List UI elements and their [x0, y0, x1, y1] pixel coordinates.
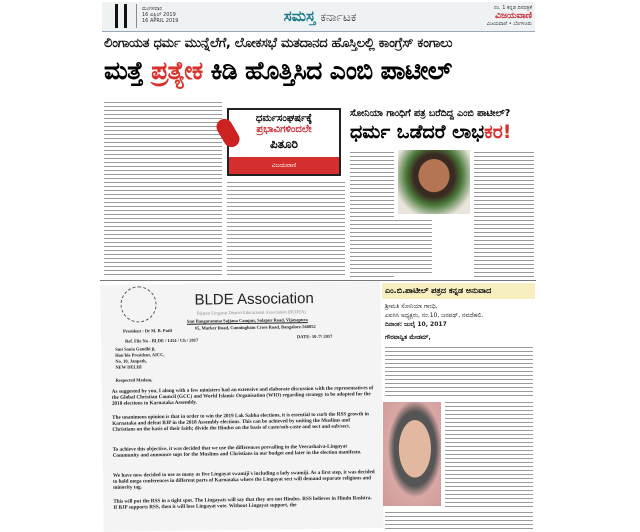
promo-line: ಪಿತೂರಿ	[269, 137, 299, 151]
kicker: ಲಿಂಗಾಯತ ಧರ್ಮ ಮುನ್ನೆಲೆಗೆ, ಲೋಕಸಭೆ ಮತದಾನದ ಹೊಸ್ತಿಲಲ್ಲಿ ಕಾಂಗ್ರೆಸ್ ಕಂಗಾಲು	[104, 36, 453, 51]
translation-salutation: ಗೌರವಾನ್ವಿತ ಮೇಡಮ್,	[385, 334, 431, 341]
politician-photo	[398, 150, 470, 214]
letter-paragraph: To achieve this objective, it was decided that we use the differences prevailing in the Veerashaiva-Lingayat Community and announce sops for the Muslims and Christians in our budget and later in the election manifesto.	[112, 443, 362, 460]
letter-paragraph: The unanimous opinion is that in order to win the 2019 Lok Sabha elections, it is essential to curb the RSS growth in Karnataka and defeat BJP in the 2018 Assembly elections. This can be achieved by uniting the Muslims and Christians on the basis of their faith; divide the Hindus on the basis of caste/sub-caste and sect and sub/sect.	[112, 411, 369, 434]
headline-part: ಮತ್ತೆ	[104, 56, 152, 85]
tagline: ನಂ. 1 ಕನ್ನಡ ದಿನಪತ್ರಿಕೆ	[494, 5, 532, 11]
addressee-line: NEW DELHI	[115, 364, 142, 370]
letter-subtitle: Bijapur Lingayat District Educational Association (BLDEA)	[196, 309, 306, 316]
translation-to: ಶ್ರೀಮತಿ ಸೋನಿಯಾ ಗಾಂಧಿ,	[385, 303, 438, 310]
translation-text	[385, 345, 533, 397]
addressee-line: Smt Sonia Gandhi ji,	[115, 346, 156, 352]
article-column	[227, 180, 345, 278]
salutation: Respected Madam,	[115, 377, 153, 383]
edition: ವಿಜಯವಾಣಿ • ಬೆಂಗಳೂರು	[486, 21, 532, 27]
side-headline-text: ಧರ್ಮ ಒಡೆದರೆ ಲಾಭ	[350, 121, 485, 143]
letter-campus: Smt Bangaramma Sajjana Campus, Solapur Road, Vijayapura	[186, 317, 308, 324]
association-seal-icon	[120, 286, 156, 322]
article-column	[474, 150, 534, 278]
side-headline	[350, 120, 511, 144]
addressee-line: Hon'ble President, AICC,	[115, 352, 165, 358]
side-subhead: ಸೋನಿಯಾ ಗಾಂಧಿಗೆ ಪತ್ರ ಬರೆದಿದ್ದ ಎಂಬಿ ಪಾಟೀಲ್?	[350, 108, 511, 119]
letter-paragraph: This will put the RSS in a tight spot. The Lingayats will say that they are not Hindus. RSS believes in Hindu Rashtra. If BJP supports RSS, then it will lose Lingayat vote. Without Lingayat support, the	[113, 495, 372, 512]
article-column	[352, 218, 432, 275]
translation-address: ಎಐಸಿಸಿ ಅಧ್ಯಕ್ಷರು, ನಂ.10, ಜನಪಥ್, ನವದೆಹಲಿ.	[385, 312, 484, 319]
promo-line: ಪ್ರಭಾವಿಗಳಿಂದಲೇ	[256, 124, 312, 135]
addressee-line: No. 10, Janpath,	[115, 358, 147, 364]
section-title	[0, 7, 640, 25]
translation-date: ದಿನಾಂಕ: ಜುಲೈ 10, 2017	[385, 321, 447, 328]
headline-highlight: ಪ್ರತ್ಯೇಕ	[151, 56, 203, 85]
divider	[100, 280, 536, 281]
letter-paragraph: As suggested by you, I along with a few ministers had an extensive and elaborate discussion with the representatives of the Global Christian Council (GCC) and World Islamic Organisation (WIO) regarding strategy to be adopted for the 2018 elections to Karnataka Assembly.	[111, 385, 374, 408]
sonia-gandhi-photo	[383, 402, 441, 506]
day: ಮಂಗಳವಾರ	[142, 6, 163, 12]
letter-president: President : Dr M. B. Patil	[122, 327, 172, 334]
date-english: 16 APRIL 2019	[142, 18, 179, 24]
date-kannada: 16 ಏಪ್ರಿಲ್ 2019	[142, 12, 176, 18]
article-column	[104, 100, 222, 278]
brand-logo: ವಿಜಯವಾಣಿ	[495, 11, 532, 21]
letter-date: DATE: 10 /7/ 2017	[296, 333, 333, 340]
letter-address: #5, Marker Road, Cunningham Cross Road, Bangalore-560052	[194, 323, 316, 331]
letter-paragraph: We have now decided to use as many as five Lingayat swamiji's including a lady swamiji. As a first step, it was decided to hold mega conferences in different parts of Karnataka where the Lingayat sect will demand separate religious and minority tag.	[112, 469, 375, 492]
letter-image	[100, 281, 383, 532]
headline-part: ಕಿಡಿ ಹೊತ್ತಿಸಿದ ಎಂಬಿ ಪಾಟೀಲ್	[202, 56, 452, 85]
section-title-b: ಕರ್ನಾಟಕ	[320, 10, 357, 24]
translation-title: ಎಂ.ಬಿ.ಪಾಟೀಲ್ ಪತ್ರದ ಕನ್ನಡ ಅನುವಾದ	[382, 283, 535, 299]
section-title-a: ಸಮಸ್ತ	[283, 7, 316, 25]
promo-band: ವಿಜಯವಾಣಿ	[229, 157, 339, 174]
letter-title: BLDE Association	[194, 289, 314, 309]
translation-text	[445, 400, 533, 508]
promo-box	[227, 108, 341, 176]
promo-line: ಧರ್ಮಸಂಘರ್ಷಕ್ಕೆ	[255, 113, 313, 124]
translation-text	[385, 510, 533, 530]
side-headline-highlight: ಕರ!	[484, 121, 512, 143]
brand-block	[476, 5, 532, 27]
letter-ref: Ref. File No - BLDE / 1414 / Ch / 2017	[125, 337, 199, 344]
main-headline	[104, 56, 534, 86]
